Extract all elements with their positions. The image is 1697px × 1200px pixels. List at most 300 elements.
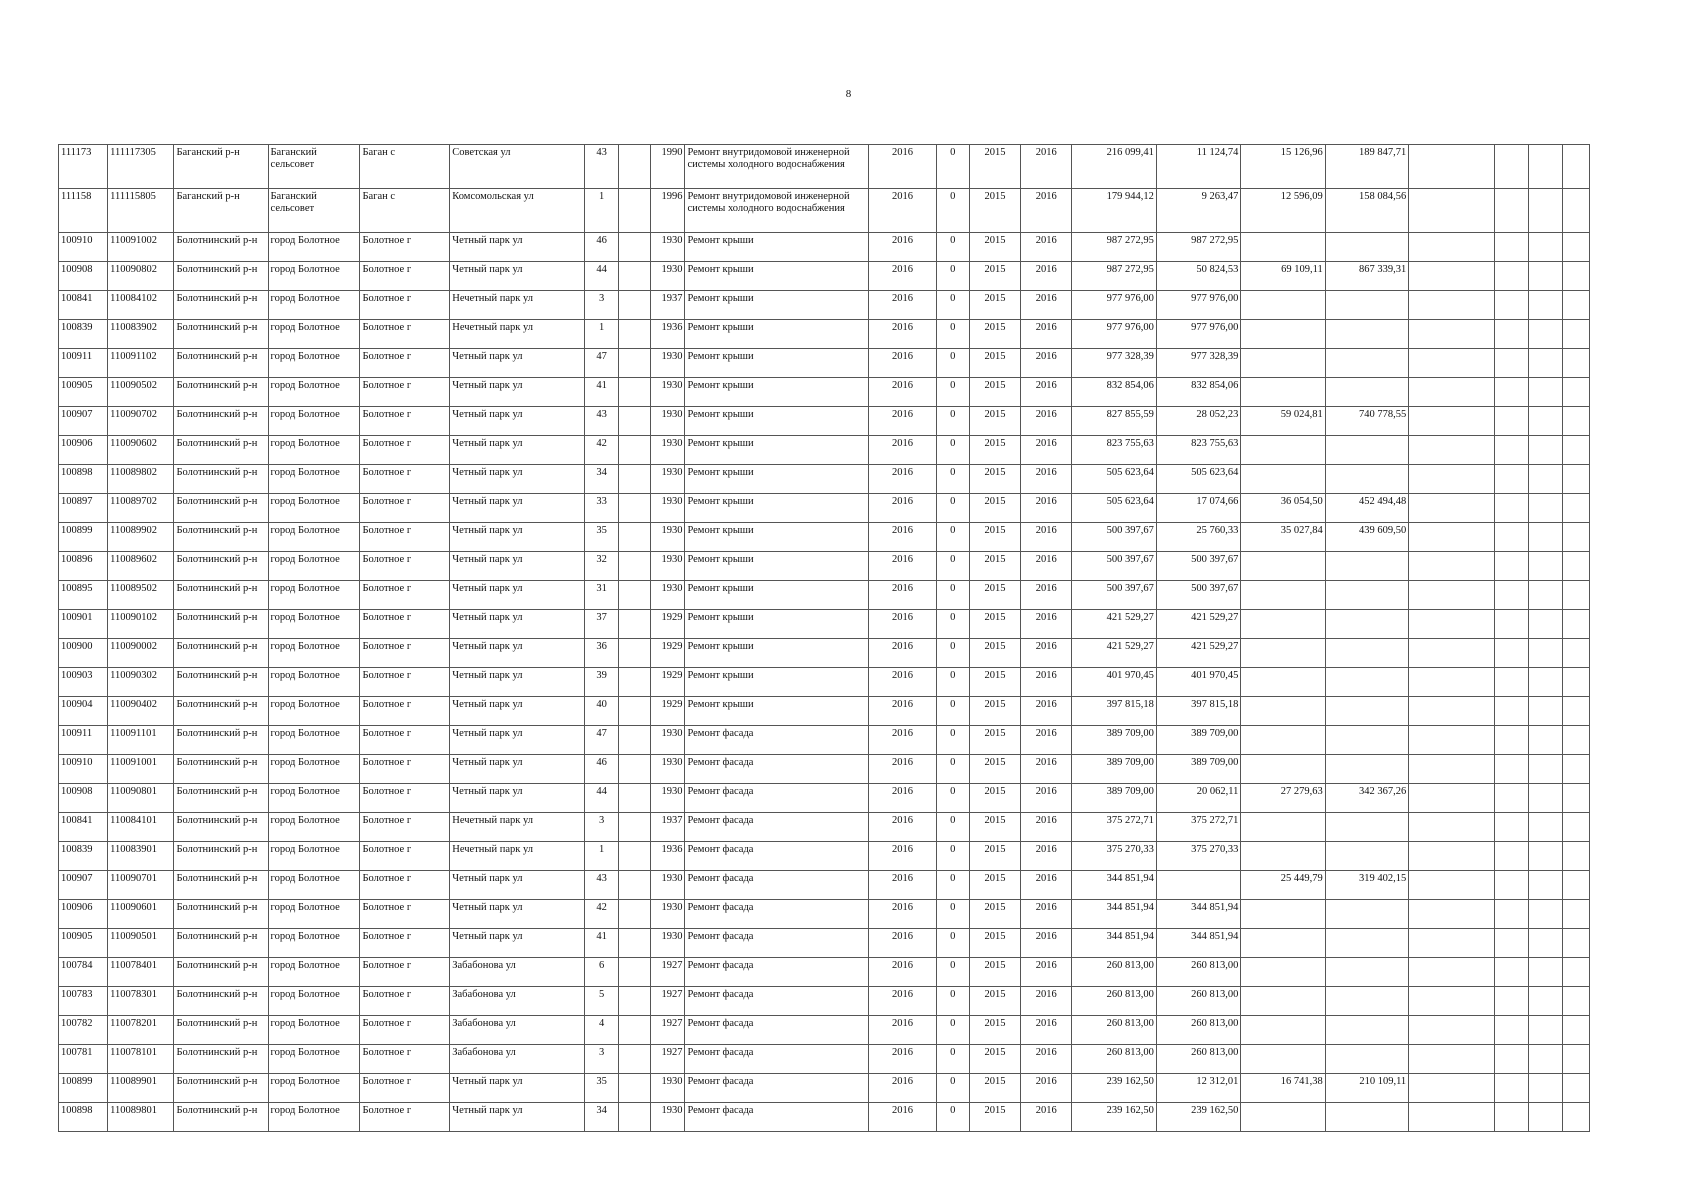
cell-building — [619, 581, 651, 610]
cell-building — [619, 610, 651, 639]
cell-extra-1 — [1409, 1074, 1495, 1103]
cell-street: Нечетный парк ул — [450, 320, 585, 349]
cell-cost-part-1: 977 328,39 — [1156, 349, 1240, 378]
cell-settlement: Болотное г — [360, 407, 450, 436]
cell-extra-4 — [1563, 813, 1590, 842]
cell-extra-2 — [1494, 726, 1528, 755]
cell-street: Четный парк ул — [450, 726, 585, 755]
cell-building — [619, 958, 651, 987]
cell-end-year: 2016 — [1021, 436, 1072, 465]
cell-end-year: 2016 — [1021, 1016, 1072, 1045]
cell-district: Болотнинский р-н — [174, 813, 268, 842]
cell-end-year: 2016 — [1021, 552, 1072, 581]
cell-start-year: 2015 — [969, 1045, 1020, 1074]
cell-zero-flag: 0 — [936, 262, 969, 291]
cell-municipality: город Болотное — [268, 465, 360, 494]
cell-work-type: Ремонт крыши — [685, 668, 869, 697]
cell-cost-part-2 — [1241, 929, 1325, 958]
cell-district: Болотнинский р-н — [174, 262, 268, 291]
cell-plan-year: 2016 — [869, 697, 936, 726]
cell-cost-part-3 — [1325, 291, 1408, 320]
cell-extra-4 — [1563, 552, 1590, 581]
cell-extra-4 — [1563, 1074, 1590, 1103]
cell-house-id: 100899 — [59, 1074, 108, 1103]
cell-street: Четный парк ул — [450, 436, 585, 465]
cell-start-year: 2015 — [969, 436, 1020, 465]
cell-plan-year: 2016 — [869, 349, 936, 378]
cell-cost-part-1: 397 815,18 — [1156, 697, 1240, 726]
cell-cost-part-3 — [1325, 320, 1408, 349]
cell-house-id: 100906 — [59, 436, 108, 465]
cell-work-id: 110090802 — [108, 262, 174, 291]
cell-extra-2 — [1494, 697, 1528, 726]
cell-municipality: город Болотное — [268, 1045, 360, 1074]
cell-work-id: 111117305 — [108, 145, 174, 189]
cell-settlement: Болотное г — [360, 436, 450, 465]
cell-zero-flag: 0 — [936, 523, 969, 552]
cell-end-year: 2016 — [1021, 349, 1072, 378]
cell-district: Болотнинский р-н — [174, 523, 268, 552]
cell-total-cost: 389 709,00 — [1072, 726, 1156, 755]
cell-district: Болотнинский р-н — [174, 1016, 268, 1045]
cell-street: Четный парк ул — [450, 784, 585, 813]
cell-extra-1 — [1409, 262, 1495, 291]
cell-extra-1 — [1409, 494, 1495, 523]
cell-settlement: Болотное г — [360, 494, 450, 523]
cell-plan-year: 2016 — [869, 378, 936, 407]
cell-settlement: Баган с — [360, 145, 450, 189]
cell-plan-year: 2016 — [869, 784, 936, 813]
cell-work-type: Ремонт крыши — [685, 407, 869, 436]
cell-start-year: 2015 — [969, 871, 1020, 900]
cell-extra-3 — [1528, 145, 1562, 189]
cell-municipality: город Болотное — [268, 407, 360, 436]
cell-year-built: 1930 — [651, 494, 685, 523]
cell-work-id: 110078301 — [108, 987, 174, 1016]
cell-cost-part-2 — [1241, 320, 1325, 349]
cell-zero-flag: 0 — [936, 1016, 969, 1045]
cell-extra-3 — [1528, 436, 1562, 465]
cell-year-built: 1930 — [651, 784, 685, 813]
cell-end-year: 2016 — [1021, 523, 1072, 552]
cell-house-number: 35 — [584, 523, 618, 552]
cell-zero-flag: 0 — [936, 494, 969, 523]
cell-extra-3 — [1528, 407, 1562, 436]
cell-cost-part-3 — [1325, 900, 1408, 929]
cell-extra-1 — [1409, 349, 1495, 378]
cell-cost-part-3 — [1325, 581, 1408, 610]
table-row — [59, 784, 1590, 813]
cell-start-year: 2015 — [969, 697, 1020, 726]
cell-plan-year: 2016 — [869, 465, 936, 494]
cell-end-year: 2016 — [1021, 320, 1072, 349]
cell-work-id: 110089702 — [108, 494, 174, 523]
cell-cost-part-1: 977 976,00 — [1156, 320, 1240, 349]
cell-house-id: 100895 — [59, 581, 108, 610]
cell-house-id: 100899 — [59, 523, 108, 552]
cell-zero-flag: 0 — [936, 378, 969, 407]
cell-house-number: 43 — [584, 871, 618, 900]
cell-work-id: 110090702 — [108, 407, 174, 436]
cell-district: Болотнинский р-н — [174, 842, 268, 871]
cell-plan-year: 2016 — [869, 291, 936, 320]
cell-year-built: 1930 — [651, 1074, 685, 1103]
cell-work-id: 110089902 — [108, 523, 174, 552]
cell-work-type: Ремонт крыши — [685, 581, 869, 610]
table-row — [59, 813, 1590, 842]
cell-zero-flag: 0 — [936, 436, 969, 465]
cell-extra-3 — [1528, 378, 1562, 407]
cell-building — [619, 929, 651, 958]
cell-cost-part-3 — [1325, 697, 1408, 726]
cell-district: Болотнинский р-н — [174, 320, 268, 349]
cell-extra-4 — [1563, 378, 1590, 407]
cell-extra-1 — [1409, 233, 1495, 262]
cell-cost-part-1: 344 851,94 — [1156, 900, 1240, 929]
cell-zero-flag: 0 — [936, 900, 969, 929]
cell-total-cost: 260 813,00 — [1072, 1016, 1156, 1045]
cell-municipality: город Болотное — [268, 1074, 360, 1103]
cell-street: Четный парк ул — [450, 639, 585, 668]
cell-year-built: 1930 — [651, 378, 685, 407]
cell-extra-1 — [1409, 842, 1495, 871]
cell-extra-4 — [1563, 189, 1590, 233]
cell-work-type: Ремонт крыши — [685, 436, 869, 465]
cell-building — [619, 436, 651, 465]
cell-settlement: Болотное г — [360, 929, 450, 958]
cell-year-built: 1930 — [651, 436, 685, 465]
cell-cost-part-3 — [1325, 465, 1408, 494]
cell-cost-part-3: 867 339,31 — [1325, 262, 1408, 291]
cell-work-type: Ремонт крыши — [685, 523, 869, 552]
cell-settlement: Болотное г — [360, 262, 450, 291]
cell-cost-part-1: 12 312,01 — [1156, 1074, 1240, 1103]
cell-building — [619, 813, 651, 842]
cell-cost-part-2: 35 027,84 — [1241, 523, 1325, 552]
cell-plan-year: 2016 — [869, 494, 936, 523]
cell-extra-2 — [1494, 755, 1528, 784]
cell-cost-part-2 — [1241, 697, 1325, 726]
cell-extra-1 — [1409, 581, 1495, 610]
cell-house-id: 100911 — [59, 349, 108, 378]
cell-plan-year: 2016 — [869, 320, 936, 349]
cell-cost-part-3: 439 609,50 — [1325, 523, 1408, 552]
cell-cost-part-2 — [1241, 842, 1325, 871]
cell-extra-4 — [1563, 233, 1590, 262]
cell-cost-part-3 — [1325, 987, 1408, 1016]
cell-work-type: Ремонт фасада — [685, 1016, 869, 1045]
cell-extra-1 — [1409, 668, 1495, 697]
cell-municipality: город Болотное — [268, 320, 360, 349]
cell-extra-2 — [1494, 581, 1528, 610]
cell-street: Нечетный парк ул — [450, 291, 585, 320]
cell-cost-part-2 — [1241, 639, 1325, 668]
cell-street: Четный парк ул — [450, 465, 585, 494]
cell-cost-part-1: 421 529,27 — [1156, 610, 1240, 639]
cell-total-cost: 344 851,94 — [1072, 900, 1156, 929]
cell-year-built: 1927 — [651, 958, 685, 987]
cell-street: Нечетный парк ул — [450, 842, 585, 871]
cell-extra-2 — [1494, 1045, 1528, 1074]
cell-extra-4 — [1563, 291, 1590, 320]
cell-extra-4 — [1563, 929, 1590, 958]
cell-zero-flag: 0 — [936, 784, 969, 813]
cell-plan-year: 2016 — [869, 668, 936, 697]
cell-extra-4 — [1563, 755, 1590, 784]
cell-extra-4 — [1563, 987, 1590, 1016]
cell-cost-part-2 — [1241, 813, 1325, 842]
cell-zero-flag: 0 — [936, 349, 969, 378]
cell-cost-part-2 — [1241, 1016, 1325, 1045]
cell-total-cost: 179 944,12 — [1072, 189, 1156, 233]
cell-cost-part-1: 421 529,27 — [1156, 639, 1240, 668]
cell-work-id: 110089802 — [108, 465, 174, 494]
cell-work-type: Ремонт крыши — [685, 378, 869, 407]
cell-building — [619, 726, 651, 755]
cell-cost-part-3 — [1325, 929, 1408, 958]
cell-cost-part-3 — [1325, 842, 1408, 871]
cell-plan-year: 2016 — [869, 145, 936, 189]
cell-work-id: 110084102 — [108, 291, 174, 320]
cell-district: Болотнинский р-н — [174, 929, 268, 958]
cell-end-year: 2016 — [1021, 668, 1072, 697]
cell-start-year: 2015 — [969, 1016, 1020, 1045]
cell-building — [619, 755, 651, 784]
cell-year-built: 1937 — [651, 291, 685, 320]
cell-work-id: 110090302 — [108, 668, 174, 697]
cell-house-number: 34 — [584, 465, 618, 494]
cell-extra-1 — [1409, 697, 1495, 726]
cell-cost-part-2 — [1241, 726, 1325, 755]
cell-extra-1 — [1409, 436, 1495, 465]
cell-plan-year: 2016 — [869, 958, 936, 987]
cell-cost-part-1: 389 709,00 — [1156, 726, 1240, 755]
cell-start-year: 2015 — [969, 842, 1020, 871]
cell-extra-2 — [1494, 552, 1528, 581]
cell-extra-2 — [1494, 668, 1528, 697]
cell-extra-1 — [1409, 407, 1495, 436]
cell-start-year: 2015 — [969, 465, 1020, 494]
cell-plan-year: 2016 — [869, 523, 936, 552]
cell-year-built: 1930 — [651, 726, 685, 755]
cell-plan-year: 2016 — [869, 755, 936, 784]
cell-street: Четный парк ул — [450, 349, 585, 378]
cell-work-type: Ремонт фасада — [685, 929, 869, 958]
cell-house-number: 1 — [584, 320, 618, 349]
cell-end-year: 2016 — [1021, 494, 1072, 523]
cell-cost-part-1 — [1156, 871, 1240, 900]
cell-building — [619, 1074, 651, 1103]
cell-building — [619, 552, 651, 581]
cell-start-year: 2015 — [969, 262, 1020, 291]
cell-cost-part-3: 210 109,11 — [1325, 1074, 1408, 1103]
cell-street: Четный парк ул — [450, 900, 585, 929]
cell-cost-part-1: 239 162,50 — [1156, 1103, 1240, 1132]
cell-district: Баганский р-н — [174, 145, 268, 189]
cell-cost-part-1: 500 397,67 — [1156, 581, 1240, 610]
cell-extra-1 — [1409, 320, 1495, 349]
cell-zero-flag: 0 — [936, 755, 969, 784]
cell-year-built: 1990 — [651, 145, 685, 189]
cell-work-type: Ремонт крыши — [685, 233, 869, 262]
cell-house-number: 47 — [584, 726, 618, 755]
cell-start-year: 2015 — [969, 1074, 1020, 1103]
cell-house-number: 33 — [584, 494, 618, 523]
cell-building — [619, 349, 651, 378]
cell-street: Четный парк ул — [450, 494, 585, 523]
cell-extra-4 — [1563, 726, 1590, 755]
cell-end-year: 2016 — [1021, 958, 1072, 987]
cell-extra-2 — [1494, 929, 1528, 958]
cell-house-id: 100782 — [59, 1016, 108, 1045]
cell-house-number: 32 — [584, 552, 618, 581]
table-row — [59, 407, 1590, 436]
cell-house-id: 100903 — [59, 668, 108, 697]
cell-start-year: 2015 — [969, 958, 1020, 987]
cell-total-cost: 389 709,00 — [1072, 784, 1156, 813]
cell-year-built: 1929 — [651, 697, 685, 726]
table-row — [59, 1074, 1590, 1103]
cell-extra-3 — [1528, 233, 1562, 262]
cell-house-id: 100907 — [59, 407, 108, 436]
cell-municipality: город Болотное — [268, 610, 360, 639]
cell-extra-4 — [1563, 639, 1590, 668]
cell-end-year: 2016 — [1021, 233, 1072, 262]
cell-year-built: 1930 — [651, 262, 685, 291]
cell-year-built: 1930 — [651, 929, 685, 958]
cell-house-number: 36 — [584, 639, 618, 668]
cell-total-cost: 260 813,00 — [1072, 987, 1156, 1016]
cell-extra-2 — [1494, 291, 1528, 320]
table-row — [59, 1103, 1590, 1132]
cell-cost-part-2 — [1241, 552, 1325, 581]
cell-start-year: 2015 — [969, 784, 1020, 813]
cell-settlement: Болотное г — [360, 958, 450, 987]
cell-extra-3 — [1528, 929, 1562, 958]
cell-work-type: Ремонт крыши — [685, 697, 869, 726]
cell-year-built: 1927 — [651, 1016, 685, 1045]
cell-cost-part-3 — [1325, 552, 1408, 581]
cell-year-built: 1930 — [651, 755, 685, 784]
cell-house-number: 42 — [584, 900, 618, 929]
cell-zero-flag: 0 — [936, 233, 969, 262]
cell-work-id: 110078101 — [108, 1045, 174, 1074]
cell-plan-year: 2016 — [869, 407, 936, 436]
cell-settlement: Болотное г — [360, 1103, 450, 1132]
table-row — [59, 900, 1590, 929]
cell-plan-year: 2016 — [869, 929, 936, 958]
cell-building — [619, 291, 651, 320]
cell-cost-part-3 — [1325, 813, 1408, 842]
cell-total-cost: 500 397,67 — [1072, 552, 1156, 581]
cell-cost-part-2: 12 596,09 — [1241, 189, 1325, 233]
cell-cost-part-3 — [1325, 233, 1408, 262]
cell-building — [619, 523, 651, 552]
cell-building — [619, 189, 651, 233]
cell-extra-4 — [1563, 1103, 1590, 1132]
cell-cost-part-2: 25 449,79 — [1241, 871, 1325, 900]
cell-cost-part-2: 36 054,50 — [1241, 494, 1325, 523]
cell-plan-year: 2016 — [869, 1074, 936, 1103]
cell-cost-part-1: 505 623,64 — [1156, 465, 1240, 494]
cell-work-id: 110083902 — [108, 320, 174, 349]
cell-work-id: 110090102 — [108, 610, 174, 639]
cell-cost-part-3 — [1325, 755, 1408, 784]
cell-municipality: город Болотное — [268, 958, 360, 987]
cell-extra-1 — [1409, 465, 1495, 494]
cell-total-cost: 401 970,45 — [1072, 668, 1156, 697]
cell-extra-2 — [1494, 1016, 1528, 1045]
cell-district: Болотнинский р-н — [174, 407, 268, 436]
cell-year-built: 1996 — [651, 189, 685, 233]
cell-work-type: Ремонт фасада — [685, 784, 869, 813]
cell-total-cost: 500 397,67 — [1072, 581, 1156, 610]
cell-end-year: 2016 — [1021, 262, 1072, 291]
cell-start-year: 2015 — [969, 523, 1020, 552]
cell-street: Забабонова ул — [450, 987, 585, 1016]
cell-total-cost: 421 529,27 — [1072, 610, 1156, 639]
cell-district: Болотнинский р-н — [174, 755, 268, 784]
cell-house-number: 35 — [584, 1074, 618, 1103]
cell-house-id: 100908 — [59, 784, 108, 813]
cell-year-built: 1930 — [651, 552, 685, 581]
cell-work-id: 110089801 — [108, 1103, 174, 1132]
cell-street: Четный парк ул — [450, 1074, 585, 1103]
cell-municipality: город Болотное — [268, 494, 360, 523]
cell-house-number: 44 — [584, 784, 618, 813]
cell-extra-2 — [1494, 436, 1528, 465]
cell-start-year: 2015 — [969, 494, 1020, 523]
cell-plan-year: 2016 — [869, 610, 936, 639]
cell-plan-year: 2016 — [869, 900, 936, 929]
cell-cost-part-1: 375 270,33 — [1156, 842, 1240, 871]
cell-house-id: 100907 — [59, 871, 108, 900]
cell-extra-2 — [1494, 465, 1528, 494]
table-row — [59, 465, 1590, 494]
cell-extra-4 — [1563, 784, 1590, 813]
cell-settlement: Болотное г — [360, 639, 450, 668]
cell-work-type: Ремонт фасада — [685, 813, 869, 842]
cell-extra-1 — [1409, 639, 1495, 668]
cell-cost-part-2 — [1241, 1103, 1325, 1132]
cell-district: Болотнинский р-н — [174, 349, 268, 378]
cell-extra-1 — [1409, 145, 1495, 189]
cell-house-number: 40 — [584, 697, 618, 726]
cell-house-number: 3 — [584, 1045, 618, 1074]
cell-municipality: город Болотное — [268, 784, 360, 813]
cell-extra-3 — [1528, 1074, 1562, 1103]
cell-extra-3 — [1528, 987, 1562, 1016]
cell-cost-part-2 — [1241, 987, 1325, 1016]
cell-municipality: город Болотное — [268, 900, 360, 929]
cell-extra-1 — [1409, 1103, 1495, 1132]
cell-street: Четный парк ул — [450, 378, 585, 407]
cell-district: Болотнинский р-н — [174, 1074, 268, 1103]
cell-settlement: Болотное г — [360, 552, 450, 581]
cell-extra-3 — [1528, 262, 1562, 291]
cell-cost-part-1: 500 397,67 — [1156, 552, 1240, 581]
cell-work-id: 110090501 — [108, 929, 174, 958]
cell-year-built: 1930 — [651, 1103, 685, 1132]
cell-cost-part-2 — [1241, 610, 1325, 639]
cell-plan-year: 2016 — [869, 1045, 936, 1074]
cell-district: Баганский р-н — [174, 189, 268, 233]
cell-year-built: 1927 — [651, 987, 685, 1016]
cell-settlement: Болотное г — [360, 378, 450, 407]
cell-district: Болотнинский р-н — [174, 784, 268, 813]
cell-work-type: Ремонт внутридомовой инженерной системы холодного водоснабжения — [685, 145, 869, 189]
cell-house-number: 37 — [584, 610, 618, 639]
